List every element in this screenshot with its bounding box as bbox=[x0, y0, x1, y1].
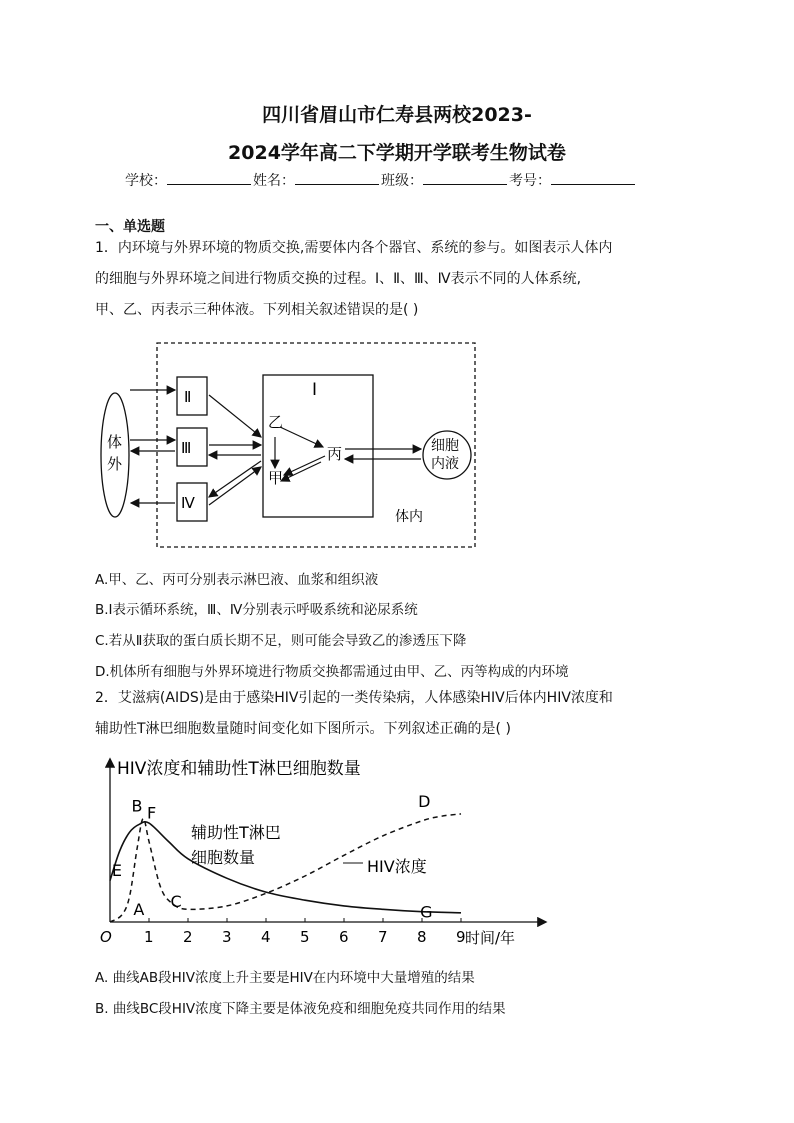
point-label-e: E bbox=[111, 861, 123, 880]
outside-label-2: 外 bbox=[107, 455, 123, 473]
point-label-c: C bbox=[170, 892, 182, 912]
question-1-line: 甲、乙、丙表示三种体液。下列相关叙述错误的是( ) bbox=[95, 302, 419, 318]
system-1-box bbox=[263, 375, 373, 517]
student-info-row bbox=[125, 170, 637, 190]
fluid-bing: 丙 bbox=[327, 445, 343, 463]
system-1-label: Ⅰ bbox=[312, 380, 318, 400]
t-cell-curve-label-1: 辅助性T淋巴 bbox=[191, 823, 281, 842]
origin-label: O bbox=[100, 928, 112, 946]
system-2-label: Ⅱ bbox=[184, 388, 192, 406]
q1-option-a[interactable]: A.甲、乙、丙可分别表示淋巴液、血浆和组织液 bbox=[95, 572, 379, 588]
cell-fluid-label-2: 内液 bbox=[431, 456, 459, 472]
system-2-box bbox=[177, 377, 207, 415]
x-axis-label: 时间/年 bbox=[465, 929, 516, 947]
q1-option-d[interactable]: D.机体所有细胞与外界环境进行物质交换都需通过由甲、乙、丙等构成的内环境 bbox=[95, 664, 569, 680]
x-tick-label: 6 bbox=[339, 928, 349, 946]
x-tick-label: 7 bbox=[378, 928, 388, 946]
x-tick-label: 3 bbox=[222, 928, 232, 946]
question-1-stem bbox=[95, 233, 695, 326]
inside-label: 体内 bbox=[395, 509, 423, 525]
paper-title-line2: 2024学年高二下学期开学联考生物试卷 bbox=[228, 142, 566, 164]
q1-option-b[interactable]: B.Ⅰ表示循环系统，Ⅲ、Ⅳ分别表示呼吸系统和泌尿系统 bbox=[95, 602, 418, 618]
outside-label-1: 体 bbox=[107, 433, 123, 451]
question-2-line: 2．艾滋病(AIDS)是由于感染HIV引起的一类传染病，人体感染HIV后体内HIV浓度和 bbox=[95, 690, 613, 706]
y-axis-label: HIV浓度和辅助性T淋巴细胞数量 bbox=[117, 759, 361, 779]
point-label-d: D bbox=[418, 792, 431, 811]
x-tick-label: 8 bbox=[417, 928, 427, 946]
t-cell-curve-label-2: 细胞数量 bbox=[191, 848, 256, 867]
x-tick-label: 5 bbox=[300, 928, 310, 946]
class-blank[interactable] bbox=[423, 170, 507, 185]
school-blank[interactable] bbox=[167, 170, 251, 185]
point-label-f: F bbox=[147, 803, 157, 823]
class-label: 班级： bbox=[381, 173, 423, 189]
x-tick-label: 2 bbox=[183, 928, 193, 946]
hiv-curve-label: HIV浓度 bbox=[367, 857, 427, 876]
hiv-chart bbox=[95, 750, 555, 950]
question-1-line: 1．内环境与外界环境的物质交换,需要体内各个器官、系统的参与。如图表示人体内 bbox=[95, 240, 613, 256]
system-4-label: Ⅳ bbox=[181, 494, 195, 512]
system-3-label: Ⅲ bbox=[181, 439, 192, 457]
name-label: 姓名： bbox=[253, 173, 295, 189]
name-blank[interactable] bbox=[295, 170, 379, 185]
cell-fluid-label-1: 细胞 bbox=[431, 438, 459, 454]
fluid-jia: 甲 bbox=[268, 469, 284, 487]
point-label-a: A bbox=[133, 900, 145, 920]
q2-option-b[interactable]: B. 曲线BC段HIV浓度下降主要是体液免疫和细胞免疫共同作用的结果 bbox=[95, 1001, 506, 1017]
question-1-line: 的细胞与外界环境之间进行物质交换的过程。Ⅰ、Ⅱ、Ⅲ、Ⅳ表示不同的人体系统, bbox=[95, 271, 582, 287]
exam-no-label: 考号： bbox=[509, 173, 551, 189]
question-2-stem bbox=[95, 683, 695, 745]
x-tick-label: 9 bbox=[456, 928, 466, 946]
point-label-b: B bbox=[131, 796, 143, 816]
section-title: 一、单选题 bbox=[95, 219, 165, 235]
x-tick-label: 4 bbox=[261, 928, 271, 946]
fluid-yi: 乙 bbox=[268, 413, 284, 431]
school-label: 学校： bbox=[125, 173, 167, 189]
question-2-line: 辅助性T淋巴细胞数量随时间变化如下图所示。下列叙述正确的是( ) bbox=[95, 721, 511, 737]
x-tick-label: 1 bbox=[144, 928, 154, 946]
exam-no-blank[interactable] bbox=[551, 170, 635, 185]
point-label-g: G bbox=[420, 902, 433, 922]
q1-option-c[interactable]: C.若从Ⅱ获取的蛋白质长期不足，则可能会导致乙的渗透压下降 bbox=[95, 633, 467, 649]
q2-option-a[interactable]: A. 曲线AB段HIV浓度上升主要是HIV在内环境中大量增殖的结果 bbox=[95, 970, 475, 986]
paper-title-line1: 四川省眉山市仁寿县两校2023- bbox=[262, 104, 532, 126]
body-exchange-diagram bbox=[95, 335, 495, 560]
